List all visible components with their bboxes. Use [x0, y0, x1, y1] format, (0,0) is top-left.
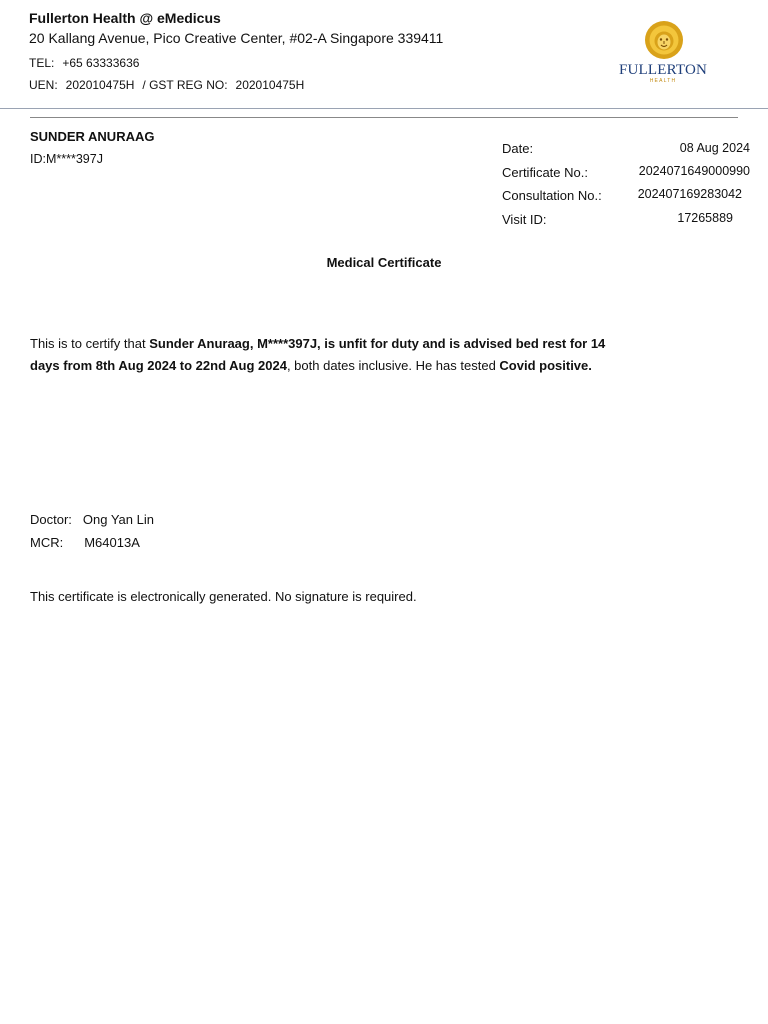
logo-wordmark: FULLERTON [618, 62, 708, 78]
gst-value: 202010475H [235, 78, 305, 92]
date-value: 08 Aug 2024 [679, 141, 750, 155]
consultation-no-value: 202407169283042 [637, 187, 742, 201]
gst-label: / GST REG NO: [142, 78, 228, 92]
statement-condition: Sunder Anuraag, M****397J, is unfit for duty and is advised bed rest for 14 days from 8th Aug 2024 to 22nd Aug 2024 [30, 336, 606, 373]
statement-diagnosis: Covid positive. [499, 358, 592, 373]
statement-intro: This is to certify that [30, 336, 150, 351]
patient-id: ID:M****397J [30, 152, 103, 166]
lion-icon [618, 20, 710, 62]
visit-id-label: Visit ID: [502, 212, 547, 227]
document-title: Medical Certificate [326, 255, 442, 270]
content-divider [30, 117, 738, 118]
fullerton-logo [618, 20, 710, 86]
clinic-name: Fullerton Health @ eMedicus [29, 10, 221, 26]
patient-name: SUNDER ANURAAG [30, 129, 155, 144]
doctor-label: Doctor: [30, 512, 72, 527]
tel-label: TEL: [29, 56, 55, 70]
consultation-no-label: Consultation No.: [502, 188, 602, 203]
date-label: Date: [502, 141, 534, 156]
clinic-address: 20 Kallang Avenue, Pico Creative Center, #02-A Singapore 339411 [29, 30, 444, 46]
clinic-registration [29, 78, 304, 92]
mcr-value: M64013A [84, 535, 140, 550]
certificate-no-label: Certificate No.: [502, 165, 588, 180]
visit-id-value: 17265889 [677, 211, 733, 225]
doctor-name: Ong Yan Lin [82, 512, 154, 527]
uen-value: 202010475H [65, 78, 135, 92]
certificate-statement [30, 333, 620, 377]
mcr-line [30, 535, 140, 550]
clinic-phone [29, 56, 139, 70]
header-divider [0, 108, 768, 109]
electronic-generation-note: This certificate is electronically generated. No signature is required. [30, 589, 417, 604]
mcr-label: MCR: [30, 535, 64, 550]
tel-value: +65 63333636 [62, 56, 140, 70]
uen-label: UEN: [29, 78, 58, 92]
statement-middle: , both dates inclusive. He has tested [286, 358, 500, 373]
certificate-no-value: 2024071649000990 [638, 164, 750, 178]
doctor-line [30, 512, 154, 527]
logo-subtext: HEALTH [649, 78, 677, 84]
